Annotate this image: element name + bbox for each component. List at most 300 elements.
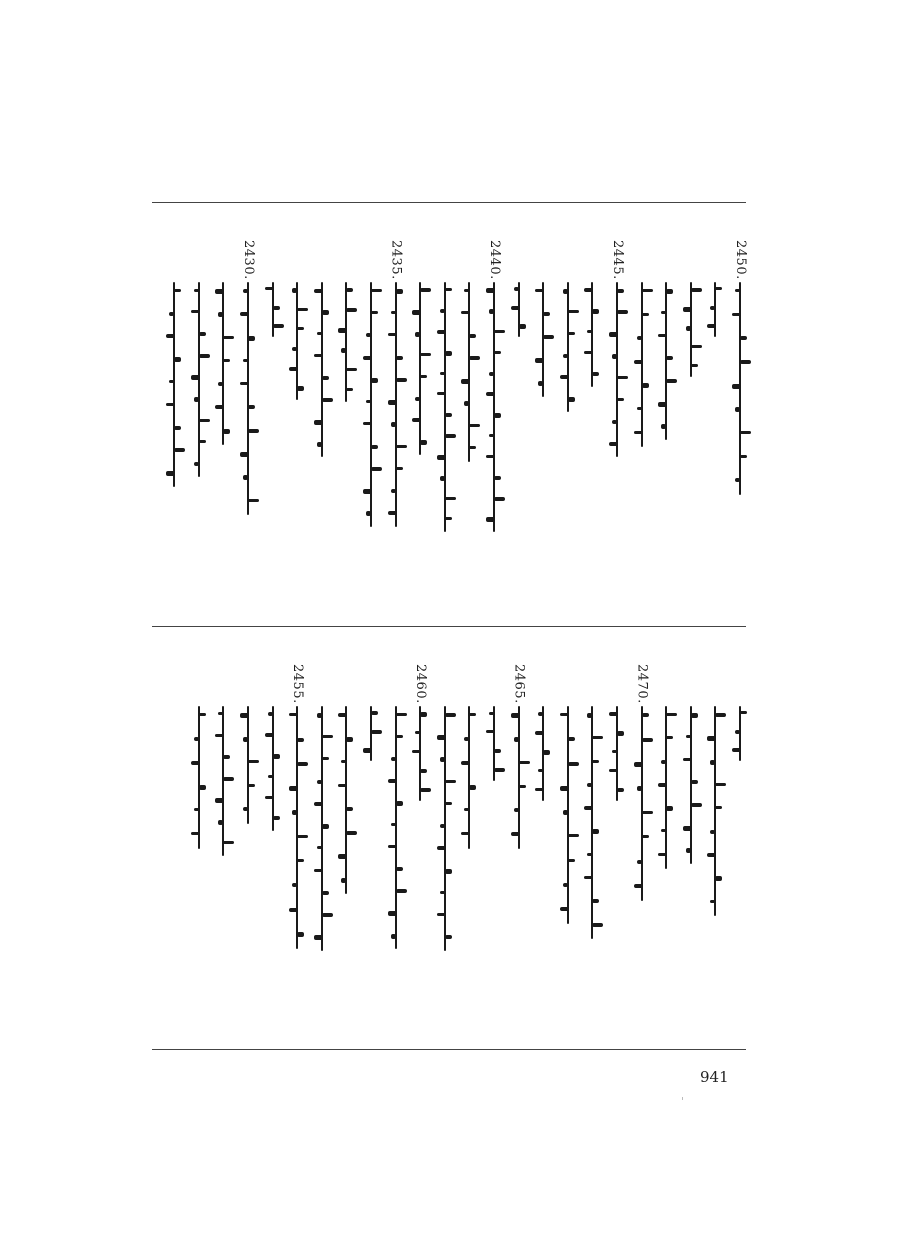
verse-column: [162, 240, 186, 600]
script-glyph: [289, 786, 298, 791]
script-glyph: [440, 309, 445, 313]
script-glyph: [314, 869, 323, 872]
script-glyph: [494, 476, 501, 480]
script-line: [683, 706, 699, 864]
script-glyph: [686, 735, 691, 738]
verse-column: [285, 240, 309, 600]
script-glyph: [388, 845, 397, 848]
script-line: [437, 706, 453, 951]
script-glyph: [592, 899, 599, 903]
verse-number: 2445.: [610, 240, 625, 280]
script-glyph: [191, 310, 200, 313]
script-glyph: [683, 758, 692, 761]
script-line: [338, 282, 354, 402]
script-line: [683, 282, 699, 377]
script-stem: [641, 282, 643, 447]
script-glyph: [740, 431, 751, 434]
verse-column: [359, 240, 383, 600]
verse-column: [679, 240, 703, 600]
script-glyph: [174, 448, 185, 452]
script-line: [609, 706, 625, 801]
script-glyph: [268, 775, 273, 778]
verse-column: [236, 664, 260, 1024]
script-glyph: [445, 802, 452, 805]
verse-column: [482, 664, 506, 1024]
verse-column: [630, 664, 654, 1024]
script-glyph: [223, 841, 234, 844]
verse-number: 2470.: [634, 664, 650, 704]
script-glyph: [617, 731, 624, 736]
script-glyph: [691, 364, 698, 367]
script-glyph: [346, 737, 353, 742]
script-glyph: [683, 826, 692, 831]
script-glyph: [437, 330, 446, 334]
script-line: [240, 706, 256, 824]
script-line: [535, 282, 551, 397]
script-glyph: [732, 748, 741, 752]
script-stem: [690, 706, 692, 864]
script-glyph: [707, 853, 716, 857]
script-glyph: [535, 731, 544, 735]
script-glyph: [609, 332, 618, 337]
script-glyph: [194, 737, 199, 741]
script-line: [511, 282, 527, 337]
script-glyph: [637, 860, 642, 864]
script-glyph: [273, 306, 280, 310]
verse-column: [310, 240, 334, 600]
script-line: [412, 282, 428, 455]
script-line: [240, 282, 256, 515]
script-glyph: [366, 511, 371, 516]
verse-column: [728, 664, 752, 1024]
verse-number: 2460.: [413, 664, 429, 704]
script-stem: [198, 706, 200, 849]
script-line: [609, 282, 625, 457]
script-glyph: [371, 378, 378, 383]
script-glyph: [346, 831, 357, 835]
script-glyph: [317, 780, 322, 784]
script-glyph: [248, 760, 259, 763]
script-glyph: [612, 354, 617, 359]
script-glyph: [661, 311, 666, 314]
script-glyph: [658, 783, 667, 787]
script-glyph: [486, 730, 495, 733]
script-glyph: [371, 730, 382, 734]
script-glyph: [248, 336, 255, 341]
script-glyph: [494, 768, 505, 772]
script-glyph: [445, 351, 452, 356]
lower-verse-section: [152, 664, 746, 1024]
script-stem: [247, 706, 249, 824]
script-glyph: [191, 832, 200, 835]
script-glyph: [420, 788, 431, 792]
script-glyph: [440, 476, 445, 481]
script-glyph: [297, 386, 304, 391]
script-glyph: [396, 356, 403, 360]
script-glyph: [420, 288, 431, 292]
script-glyph: [322, 735, 333, 738]
script-glyph: [240, 452, 249, 457]
script-glyph: [223, 429, 230, 434]
script-glyph: [568, 859, 575, 862]
script-glyph: [511, 713, 520, 718]
script-glyph: [735, 478, 740, 482]
script-glyph: [486, 517, 495, 522]
script-line: [486, 282, 502, 532]
verse-column: [334, 664, 358, 1024]
script-glyph: [691, 288, 702, 292]
script-line: [314, 706, 330, 951]
script-glyph: [317, 442, 322, 447]
script-glyph: [617, 788, 624, 792]
script-glyph: [609, 769, 618, 772]
script-line: [511, 706, 527, 849]
script-glyph: [396, 445, 407, 448]
script-glyph: [346, 368, 357, 371]
script-glyph: [215, 734, 224, 737]
script-glyph: [322, 757, 329, 760]
script-glyph: [634, 884, 643, 888]
script-stem: [616, 282, 618, 457]
script-line: [265, 282, 281, 337]
script-glyph: [486, 288, 495, 293]
script-glyph: [366, 400, 371, 403]
script-glyph: [346, 288, 353, 292]
script-glyph: [396, 467, 403, 470]
script-glyph: [223, 336, 234, 339]
script-line: [191, 282, 207, 477]
script-stem: [272, 706, 274, 831]
script-glyph: [461, 832, 470, 835]
script-glyph: [174, 289, 181, 292]
script-glyph: [563, 354, 568, 358]
script-glyph: [445, 935, 452, 939]
script-glyph: [494, 351, 501, 354]
script-glyph: [666, 289, 673, 294]
script-glyph: [592, 309, 599, 314]
page-number: 941: [700, 1068, 729, 1086]
script-glyph: [437, 735, 446, 740]
script-glyph: [584, 351, 593, 354]
script-glyph: [494, 330, 505, 333]
script-glyph: [568, 834, 579, 837]
script-glyph: [634, 762, 643, 767]
script-glyph: [215, 798, 224, 803]
script-glyph: [535, 358, 544, 363]
script-glyph: [445, 517, 452, 520]
script-glyph: [273, 324, 284, 328]
script-line: [732, 706, 748, 761]
script-glyph: [445, 713, 456, 717]
script-line: [338, 706, 354, 894]
script-line: [363, 706, 379, 761]
script-glyph: [691, 780, 698, 784]
script-glyph: [366, 333, 371, 337]
script-glyph: [543, 335, 554, 339]
verse-column: [408, 240, 432, 600]
script-glyph: [740, 711, 747, 714]
script-glyph: [494, 497, 505, 501]
script-glyph: [609, 442, 618, 446]
verse-column: [654, 240, 678, 600]
script-glyph: [248, 499, 259, 502]
script-glyph: [191, 375, 200, 380]
script-glyph: [740, 336, 747, 340]
script-glyph: [535, 289, 544, 292]
script-glyph: [560, 375, 569, 379]
script-glyph: [658, 334, 667, 337]
script-glyph: [592, 736, 603, 739]
script-glyph: [371, 445, 378, 449]
verse-column: [187, 664, 211, 1024]
script-glyph: [584, 806, 593, 810]
script-glyph: [707, 324, 716, 328]
script-glyph: [563, 810, 568, 815]
script-glyph: [223, 777, 234, 781]
script-glyph: [617, 376, 628, 379]
script-glyph: [445, 288, 452, 291]
script-line: [191, 706, 207, 849]
script-line: [584, 282, 600, 387]
script-glyph: [199, 332, 206, 336]
script-glyph: [612, 750, 617, 753]
script-stem: [468, 282, 470, 462]
script-glyph: [371, 467, 382, 471]
script-glyph: [445, 497, 456, 500]
script-glyph: [223, 359, 230, 362]
script-glyph: [489, 309, 494, 314]
script-glyph: [265, 733, 274, 737]
script-glyph: [661, 424, 666, 429]
script-glyph: [243, 737, 248, 742]
script-glyph: [511, 832, 520, 836]
script-glyph: [243, 289, 248, 293]
verse-column: [580, 240, 604, 600]
verse-column: [433, 664, 457, 1024]
script-glyph: [420, 353, 431, 356]
verse-column: [236, 240, 260, 600]
script-glyph: [292, 288, 297, 293]
script-glyph: [642, 289, 653, 292]
script-glyph: [715, 806, 722, 809]
script-glyph: [174, 426, 181, 430]
script-glyph: [735, 289, 740, 292]
script-glyph: [199, 419, 210, 422]
verse-number: 2440.: [487, 240, 502, 280]
script-glyph: [617, 398, 624, 401]
top-rule: [152, 202, 746, 203]
script-glyph: [199, 440, 206, 443]
script-glyph: [371, 289, 382, 292]
script-glyph: [215, 405, 224, 409]
script-glyph: [265, 287, 274, 290]
script-glyph: [273, 816, 280, 820]
script-line: [166, 282, 182, 487]
script-glyph: [642, 738, 653, 742]
verse-column: [187, 240, 211, 600]
script-glyph: [289, 367, 298, 371]
script-stem: [542, 282, 544, 397]
script-line: [215, 706, 231, 856]
script-glyph: [174, 357, 181, 362]
script-glyph: [317, 713, 322, 718]
script-glyph: [273, 754, 280, 759]
script-line: [289, 706, 305, 949]
script-glyph: [322, 913, 333, 917]
script-glyph: [535, 788, 544, 791]
script-glyph: [486, 455, 495, 458]
script-line: [634, 282, 650, 447]
script-glyph: [314, 289, 323, 293]
script-glyph: [240, 713, 249, 718]
verse-column: [457, 240, 481, 600]
script-glyph: [560, 713, 569, 716]
script-stem: [345, 706, 347, 894]
verse-column: [605, 240, 629, 600]
script-glyph: [691, 803, 702, 807]
script-glyph: [420, 375, 427, 378]
script-glyph: [637, 407, 642, 410]
script-glyph: [322, 376, 329, 380]
verse-column: [728, 240, 752, 600]
script-glyph: [363, 422, 372, 425]
upper-verse-section: [152, 240, 746, 600]
script-line: [732, 282, 748, 495]
script-glyph: [166, 471, 175, 476]
script-glyph: [519, 785, 526, 788]
script-stem: [591, 706, 593, 939]
verse-column: [211, 240, 235, 600]
script-glyph: [437, 455, 446, 460]
script-glyph: [514, 808, 519, 812]
script-glyph: [560, 907, 569, 911]
script-stem: [222, 282, 224, 445]
script-glyph: [199, 354, 210, 358]
script-stem: [419, 706, 421, 801]
script-line: [289, 282, 305, 400]
script-glyph: [265, 796, 274, 799]
script-glyph: [642, 835, 649, 838]
script-glyph: [322, 398, 333, 402]
script-glyph: [637, 786, 642, 791]
script-glyph: [732, 384, 741, 389]
script-glyph: [194, 289, 199, 292]
script-glyph: [191, 761, 200, 765]
script-glyph: [469, 424, 480, 427]
script-glyph: [461, 379, 470, 384]
script-glyph: [617, 310, 628, 314]
script-glyph: [289, 713, 298, 716]
verse-column: [211, 664, 235, 1024]
verse-column: [654, 664, 678, 1024]
script-stem: [665, 282, 667, 440]
script-glyph: [363, 356, 372, 360]
script-line: [461, 282, 477, 462]
script-glyph: [388, 911, 397, 916]
script-glyph: [363, 748, 372, 753]
script-glyph: [391, 823, 396, 826]
script-stem: [247, 282, 249, 515]
script-glyph: [363, 489, 372, 494]
script-glyph: [735, 407, 740, 412]
script-line: [634, 706, 650, 901]
script-stem: [518, 706, 520, 849]
verse-column: [507, 240, 531, 600]
script-glyph: [297, 327, 304, 330]
script-glyph: [415, 332, 420, 337]
script-glyph: [338, 784, 347, 787]
script-glyph: [740, 455, 747, 458]
verse-column: [703, 240, 727, 600]
verse-number: 2455.: [290, 664, 306, 704]
verse-column: [580, 664, 604, 1024]
verse-column: [531, 240, 555, 600]
script-glyph: [661, 829, 666, 832]
script-glyph: [658, 853, 667, 856]
script-stem: [567, 282, 569, 412]
script-glyph: [445, 869, 452, 874]
script-stem: [468, 706, 470, 849]
script-glyph: [461, 311, 470, 314]
script-stem: [321, 282, 323, 457]
verse-column: [285, 664, 309, 1024]
script-glyph: [199, 785, 206, 790]
script-glyph: [494, 749, 501, 753]
script-glyph: [371, 711, 378, 715]
script-glyph: [445, 780, 456, 783]
script-glyph: [297, 835, 308, 838]
script-glyph: [642, 313, 649, 316]
script-glyph: [396, 378, 407, 382]
script-glyph: [317, 332, 322, 335]
script-glyph: [592, 829, 599, 834]
script-line: [584, 706, 600, 939]
script-glyph: [563, 883, 568, 887]
verse-column: [384, 240, 408, 600]
script-glyph: [412, 310, 421, 315]
verse-column: [605, 664, 629, 1024]
script-glyph: [289, 908, 298, 912]
script-glyph: [297, 932, 304, 937]
script-glyph: [396, 735, 403, 738]
script-glyph: [715, 783, 726, 786]
script-stem: [419, 282, 421, 455]
script-glyph: [297, 762, 308, 766]
script-glyph: [314, 354, 323, 357]
script-glyph: [420, 769, 427, 773]
script-glyph: [612, 420, 617, 424]
script-glyph: [215, 289, 224, 294]
script-glyph: [592, 923, 603, 927]
script-glyph: [314, 935, 323, 940]
script-glyph: [314, 420, 323, 425]
script-glyph: [396, 867, 403, 871]
script-glyph: [568, 310, 579, 313]
script-line: [437, 282, 453, 532]
script-glyph: [686, 326, 691, 331]
script-glyph: [666, 356, 673, 360]
script-glyph: [445, 413, 452, 417]
script-glyph: [166, 334, 175, 338]
script-glyph: [415, 731, 420, 734]
script-glyph: [420, 712, 427, 717]
script-glyph: [346, 807, 353, 811]
script-glyph: [194, 808, 199, 811]
verse-column: [531, 664, 555, 1024]
verse-column: [384, 664, 408, 1024]
script-glyph: [511, 306, 520, 310]
verse-number: 2435.: [388, 240, 404, 280]
